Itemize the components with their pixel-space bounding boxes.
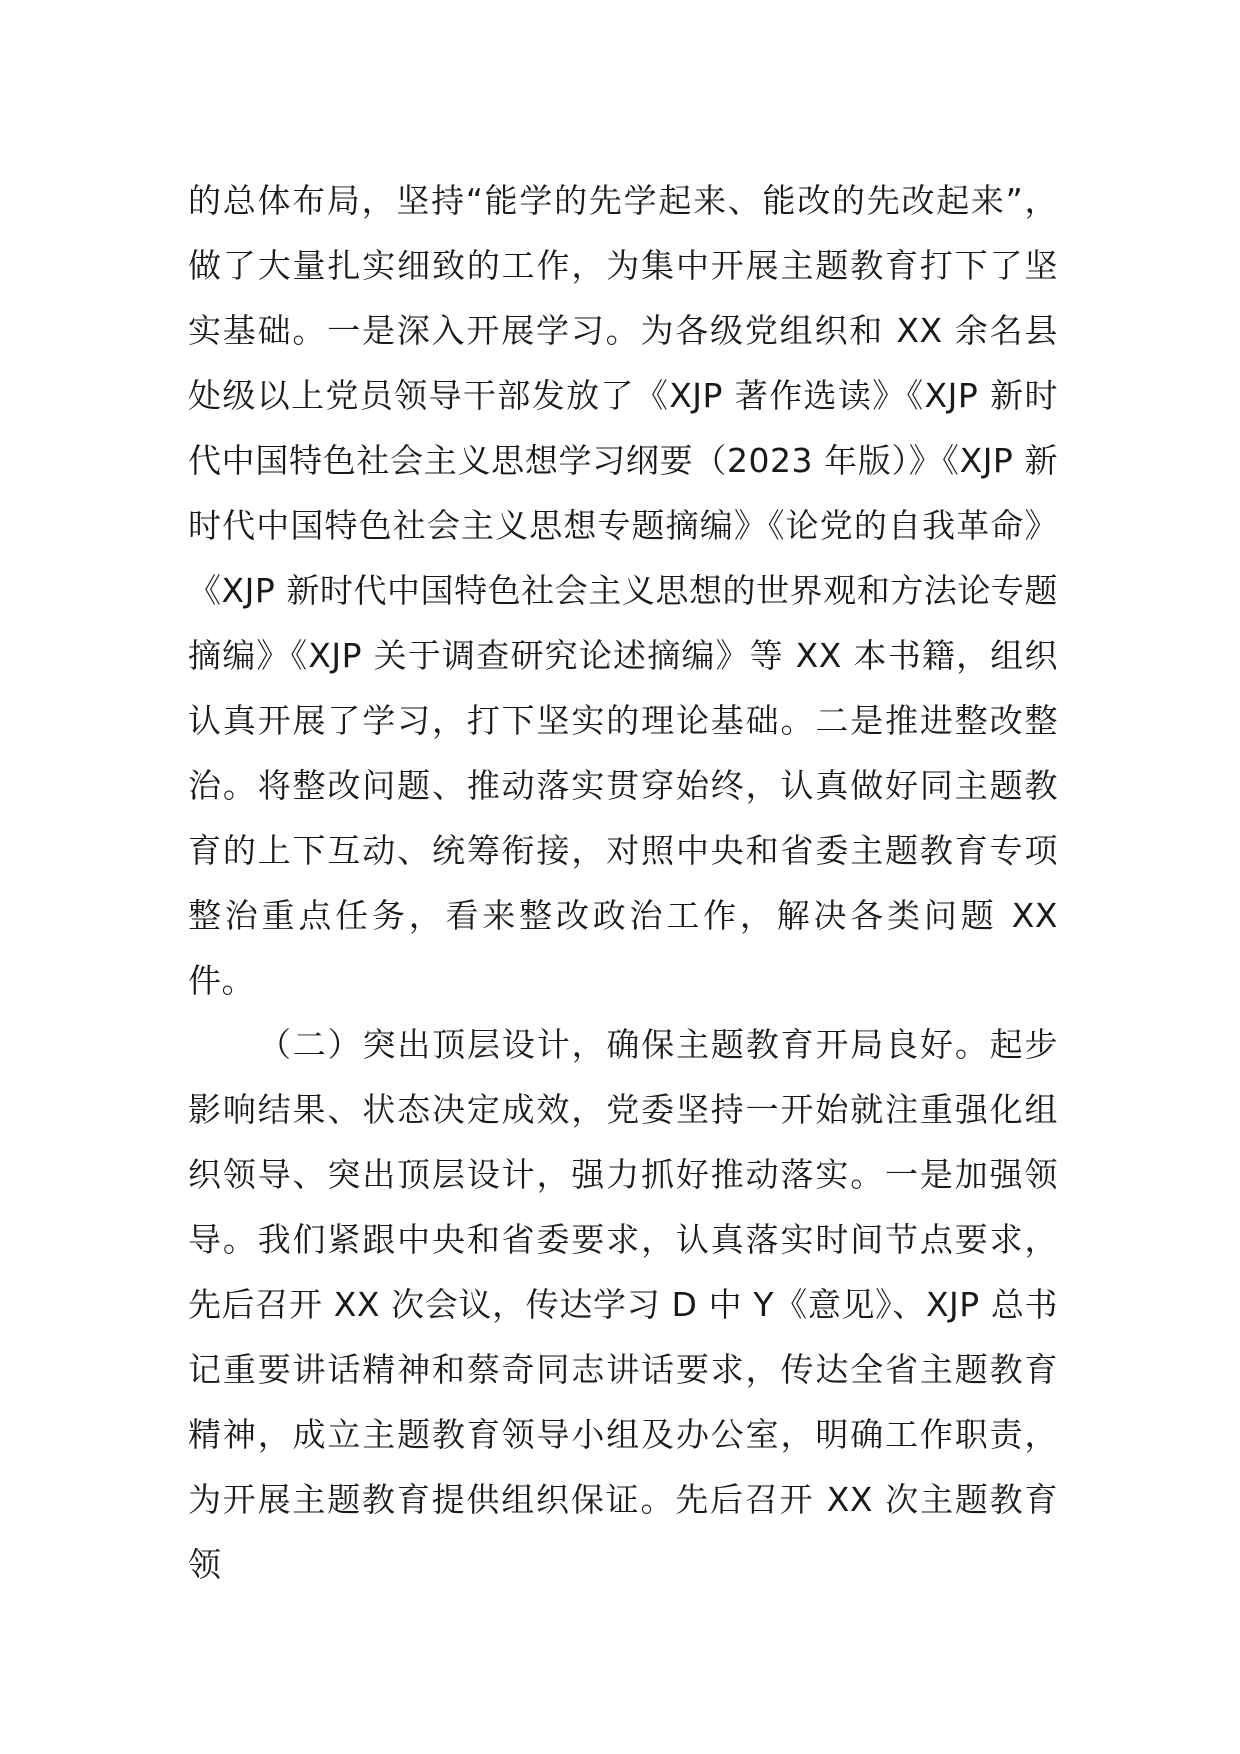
body-paragraph-1: 的总体布局，坚持“能学的先学起来、能改的先改起来”，做了大量扎实细致的工作，为集中开展主题教育打下了坚实基础。一是深入开展学习。为各级党组织和 XX 余名县处级以上党员领导干部发放了《XJP 著作选读》《XJP 新时代中国特色社会主义思想学习纲要（2023 年版）》《XJP 新时代中国特色社会主义思想专题摘编》《论党的自我革命》《XJP 新时代中国特色社会主义思想的世界观和方法论专题摘编》《XJP 关于调查研究论述摘编》等 XX 本书籍，组织认真开展了学习，打下坚实的理论基础。二是推进整改整治。将整改问题、推动落实贯穿始终，认真做好同主题教育的上下互动、统筹衔接，对照中央和省委主题教育专项整治重点任务，看来整改政治工作，解决各类问题 XX 件。 — [188, 181, 1058, 1000]
body-paragraph-2: （二）突出顶层设计，确保主题教育开局良好。起步影响结果、状态决定成效，党委坚持一开始就注重强化组织领导、突出顶层设计，强力抓好推动落实。一是加强领导。我们紧跟中央和省委要求，认真落实时间节点要求，先后召开 XX 次会议，传达学习 D 中 Y《意见》、XJP 总书记重要讲话精神和蔡奇同志讲话要求，传达全省主题教育精神，成立主题教育领导小组及办公室，明确工作职责，为开展主题教育提供组织保证。先后召开 XX 次主题教育领 — [188, 1025, 1058, 1584]
